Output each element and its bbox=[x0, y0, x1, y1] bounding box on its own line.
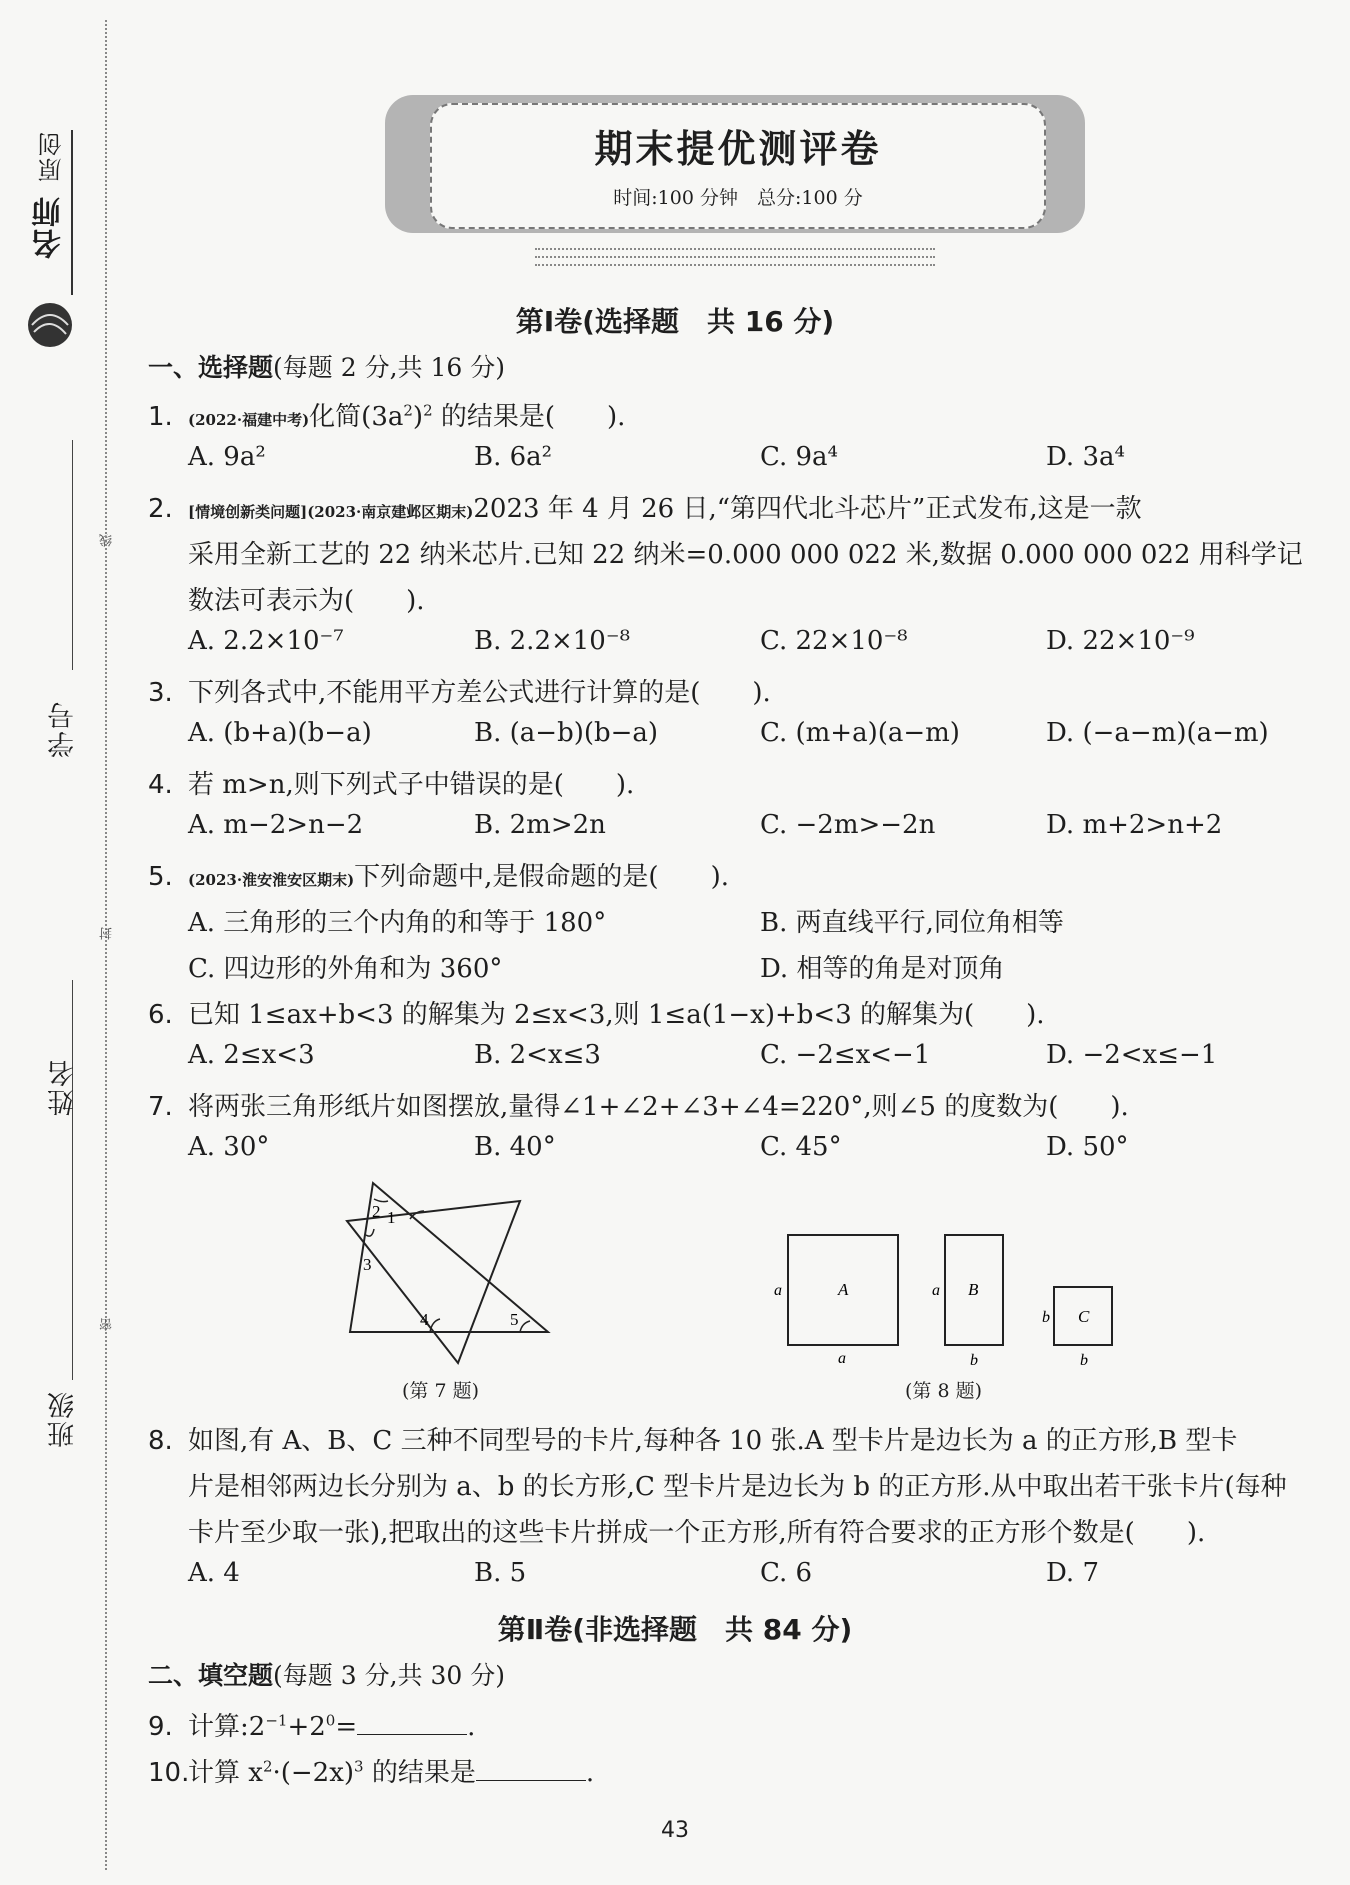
q5-option-d[interactable]: D. 相等的角是对顶角 bbox=[760, 954, 1005, 984]
figure-8 bbox=[770, 1225, 1120, 1375]
xuehao-blank[interactable] bbox=[72, 440, 73, 670]
q3-option-d[interactable]: D. (−a−m)(a−m) bbox=[1046, 718, 1269, 748]
q8-line-3: 卡片至少取一张),把取出的这些卡片拼成一个正方形,所有符合要求的正方形个数是( ). bbox=[188, 1518, 1206, 1548]
card-b-side: a bbox=[932, 1282, 940, 1299]
card-b-label: B bbox=[968, 1280, 979, 1299]
page-number: 43 bbox=[661, 1818, 689, 1843]
q2-line-3: 数法可表示为( ). bbox=[188, 586, 425, 616]
question-7: 7. 将两张三角形纸片如图摆放,量得∠1+∠2+∠3+∠4=220°,则∠5 的度数为( ). bbox=[148, 1092, 1129, 1122]
question-6: 6. 已知 1≤ax+b<3 的解集为 2≤x<3,则 1≤a(1−x)+b<3 的解集为( ). bbox=[148, 1000, 1045, 1030]
q1-option-d[interactable]: D. 3a⁴ bbox=[1046, 442, 1125, 472]
q6-option-a[interactable]: A. 2≤x<3 bbox=[188, 1040, 315, 1070]
fig7-angle-3: 3 bbox=[363, 1255, 372, 1274]
fig7-angle-5: 5 bbox=[510, 1310, 519, 1329]
question-3: 3. 下列各式中,不能用平方差公式进行计算的是( ). bbox=[148, 678, 771, 708]
question-1: 1. (2022·福建中考)化简$(3a^2)^2$ 的结果是( ). bbox=[148, 401, 626, 432]
q5-option-a[interactable]: A. 三角形的三个内角的和等于 180° bbox=[188, 908, 607, 938]
q2-option-d[interactable]: D. 22×10⁻⁹ bbox=[1046, 626, 1195, 656]
part2-label: 二、填空题(每题 3 分,共 30 分) bbox=[148, 1661, 505, 1690]
q8-option-b[interactable]: B. 5 bbox=[474, 1558, 527, 1588]
card-a-side: a bbox=[774, 1282, 782, 1299]
q4-option-d[interactable]: D. m+2>n+2 bbox=[1046, 810, 1223, 840]
card-b-bottom: b bbox=[970, 1352, 978, 1369]
q8-option-c[interactable]: C. 6 bbox=[760, 1558, 813, 1588]
q7-option-b[interactable]: B. 40° bbox=[474, 1132, 556, 1162]
card-c-label: C bbox=[1078, 1307, 1090, 1326]
page-title: 期末提优测评卷 bbox=[594, 127, 882, 171]
question-2: 2. [情境创新类问题](2023·南京建邺区期末)2023 年 4 月 26 日,“第四代北斗芯片”正式发布,这是一款 bbox=[148, 494, 1142, 524]
exam-info: 时间:100 分钟 总分:100 分 bbox=[613, 187, 863, 209]
q1-option-c[interactable]: C. 9a⁴ bbox=[760, 442, 838, 472]
q2-option-a[interactable]: A. 2.2×10⁻⁷ bbox=[188, 626, 344, 656]
q2-option-c[interactable]: C. 22×10⁻⁸ bbox=[760, 626, 908, 656]
fig7-angle-2: 2 bbox=[372, 1202, 381, 1221]
figure-7-caption: (第 7 题) bbox=[402, 1380, 479, 1402]
q5-option-c[interactable]: C. 四边形的外角和为 360° bbox=[188, 954, 503, 984]
q8-line-2: 片是相邻两边长分别为 a、b 的长方形,C 型卡片是边长为 b 的正方形.从中取出若干张卡片(每种 bbox=[188, 1472, 1287, 1502]
question-9: 9. 计算$:2^{-1}+2^0=$ . bbox=[148, 1711, 476, 1742]
xuehao-label: 学号 bbox=[48, 700, 79, 758]
seal-mark-feng: 封 bbox=[100, 927, 115, 940]
banji-label: 班级 bbox=[48, 1390, 79, 1448]
question-10: 10.计算 $x^2\cdot(-2x)^3$ 的结果是 . bbox=[148, 1757, 595, 1788]
q2-line-2: 采用全新工艺的 22 纳米芯片.已知 22 纳米=0.000 000 022 米,数据 0.000 000 022 用科学记 bbox=[188, 540, 1303, 570]
question-5: 5. (2023·淮安淮安区期末)下列命题中,是假命题的是( ). bbox=[148, 862, 729, 892]
brand-subtitle: 原创 bbox=[38, 130, 66, 182]
q2-option-b[interactable]: B. 2.2×10⁻⁸ bbox=[474, 626, 630, 656]
q10-answer-blank[interactable] bbox=[476, 1758, 586, 1781]
xingming-label: 姓名 bbox=[48, 1058, 79, 1116]
q1-option-a[interactable]: A. 9a² bbox=[188, 442, 266, 472]
seal-mark-mi: 密 bbox=[100, 1318, 115, 1331]
q7-option-d[interactable]: D. 50° bbox=[1046, 1132, 1129, 1162]
q6-option-b[interactable]: B. 2<x≤3 bbox=[474, 1040, 601, 1070]
seal-mark-xian: 线 bbox=[100, 534, 115, 547]
q3-option-b[interactable]: B. (a−b)(b−a) bbox=[474, 718, 659, 748]
figure-7 bbox=[330, 1175, 570, 1375]
fig7-angle-1: 1 bbox=[387, 1208, 396, 1227]
q4-option-b[interactable]: B. 2m>2n bbox=[474, 810, 606, 840]
q5-option-b[interactable]: B. 两直线平行,同位角相等 bbox=[760, 908, 1064, 938]
card-c-side: b bbox=[1042, 1309, 1050, 1326]
divider bbox=[535, 248, 935, 250]
binding-dotted-line bbox=[105, 20, 107, 1870]
q4-option-c[interactable]: C. −2m>−2n bbox=[760, 810, 936, 840]
q7-option-c[interactable]: C. 45° bbox=[760, 1132, 842, 1162]
q6-option-d[interactable]: D. −2<x≤−1 bbox=[1046, 1040, 1218, 1070]
q9-answer-blank[interactable] bbox=[357, 1712, 467, 1735]
q3-option-c[interactable]: C. (m+a)(a−m) bbox=[760, 718, 960, 748]
section2-heading: 第Ⅱ卷(非选择题 共 84 分) bbox=[497, 1613, 853, 1646]
section1-heading: 第Ⅰ卷(选择题 共 16 分) bbox=[515, 305, 835, 338]
brand-name: 名师 bbox=[32, 195, 67, 259]
q3-option-a[interactable]: A. (b+a)(b−a) bbox=[188, 718, 372, 748]
q4-option-a[interactable]: A. m−2>n−2 bbox=[188, 810, 364, 840]
fig7-angle-4: 4 bbox=[420, 1310, 429, 1329]
divider bbox=[535, 264, 935, 266]
figure-8-caption: (第 8 题) bbox=[905, 1380, 982, 1402]
question-4: 4. 若 m>n,则下列式子中错误的是( ). bbox=[148, 770, 635, 800]
question-8: 8. 如图,有 A、B、C 三种不同型号的卡片,每种各 10 张.A 型卡片是边长为 a 的正方形,B 型卡 bbox=[148, 1426, 1238, 1456]
q8-option-a[interactable]: A. 4 bbox=[188, 1558, 240, 1588]
q1-option-b[interactable]: B. 6a² bbox=[474, 442, 553, 472]
divider bbox=[535, 256, 935, 258]
q7-option-a[interactable]: A. 30° bbox=[188, 1132, 270, 1162]
card-a-label: A bbox=[838, 1280, 849, 1299]
q8-option-d[interactable]: D. 7 bbox=[1046, 1558, 1099, 1588]
q6-option-c[interactable]: C. −2≤x<−1 bbox=[760, 1040, 931, 1070]
card-a-bottom: a bbox=[838, 1350, 846, 1367]
banji-blank[interactable] bbox=[72, 1150, 73, 1380]
card-c-bottom: b bbox=[1080, 1352, 1088, 1369]
part1-label: 一、选择题(每题 2 分,共 16 分) bbox=[148, 353, 505, 382]
